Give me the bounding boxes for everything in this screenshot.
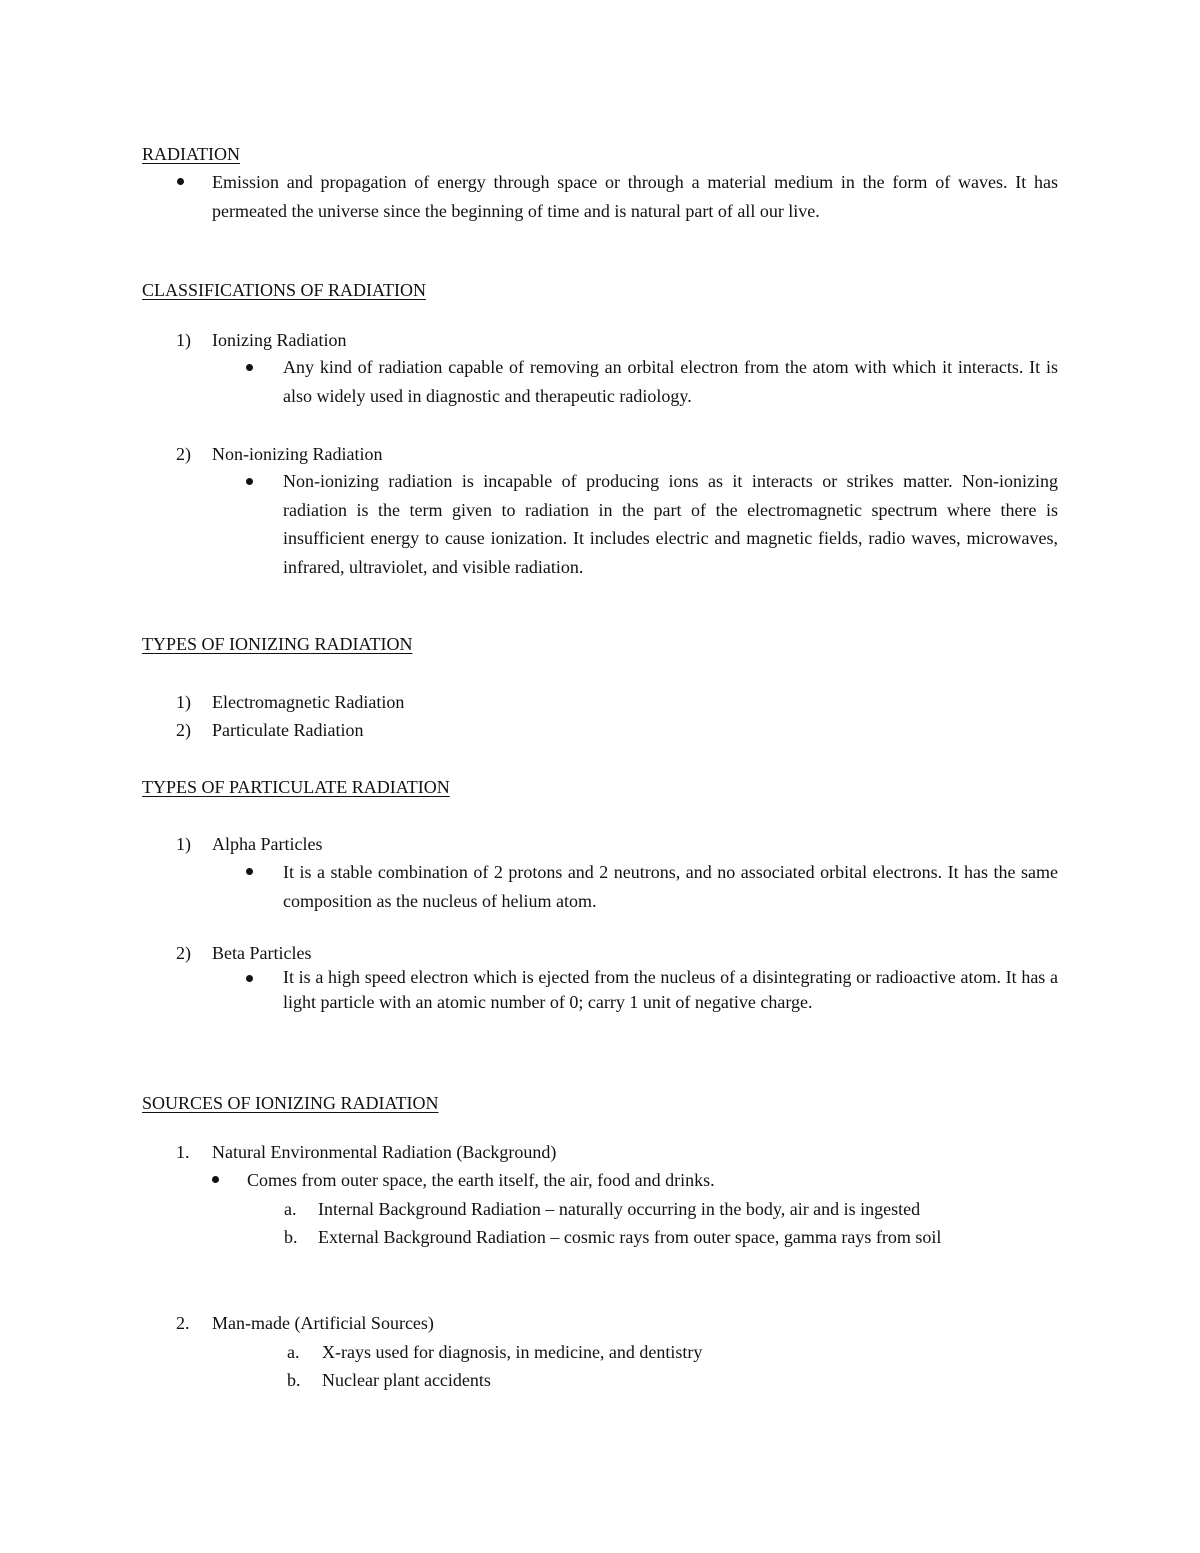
bullet-icon	[246, 975, 253, 982]
list-number: 1)	[176, 834, 191, 854]
classification-desc-ionizing: Any kind of radiation capable of removing an orbital electron from the atom with which it interacts. It is also widely used in diagnostic and therapeutic radiology.	[283, 357, 1058, 406]
list-number: 1)	[176, 692, 191, 712]
list-number: 1.	[176, 1142, 190, 1162]
radiation-definition: Emission and propagation of energy through space or through a material medium in the form of waves. It has permeated the universe since the beginning of time and is natural part of all our live.	[212, 172, 1058, 221]
source-desc-natural: Comes from outer space, the earth itself, the air, food and drinks.	[247, 1170, 715, 1190]
sub-letter: a.	[284, 1199, 297, 1219]
heading-classifications: CLASSIFICATIONS OF RADIATION	[142, 280, 427, 300]
source-sub-internal: Internal Background Radiation – naturally occurring in the body, air and is ingested	[318, 1199, 921, 1219]
particle-desc-alpha: It is a stable combination of 2 protons and 2 neutrons, and no associated orbital electrons. It has the same composition as the nucleus of helium atom.	[283, 862, 1058, 911]
classification-title-ionizing: Ionizing Radiation	[212, 330, 347, 350]
list-number: 2.	[176, 1313, 190, 1333]
list-number: 2)	[176, 720, 191, 740]
source-title-natural: Natural Environmental Radiation (Background)	[212, 1142, 557, 1162]
heading-radiation: RADIATION	[142, 144, 240, 164]
heading-sources: SOURCES OF IONIZING RADIATION	[142, 1093, 439, 1113]
bullet-icon	[246, 364, 253, 371]
bullet-icon	[246, 868, 253, 875]
list-number: 2)	[176, 444, 191, 464]
heading-types-particulate: TYPES OF PARTICULATE RADIATION	[142, 777, 450, 797]
source-sub-external: External Background Radiation – cosmic rays from outer space, gamma rays from soil	[318, 1227, 942, 1247]
sub-letter: a.	[287, 1342, 300, 1362]
classification-desc-non-ionizing: Non-ionizing radiation is incapable of producing ions as it interacts or strikes matter. Non-ionizing radiation is the term given to radiation in the part of the electromagnetic spectrum where there is insufficient energy to cause ionization. It includes electric and magnetic fields, radio waves, microwaves, infrared, ultraviolet, and visible radiation.	[283, 471, 1058, 577]
type-item-particulate: Particulate Radiation	[212, 720, 364, 740]
type-item-electromagnetic: Electromagnetic Radiation	[212, 692, 405, 712]
source-title-manmade: Man-made (Artificial Sources)	[212, 1313, 434, 1333]
classification-title-non-ionizing: Non-ionizing Radiation	[212, 444, 383, 464]
bullet-icon	[246, 478, 253, 485]
particle-title-beta: Beta Particles	[212, 943, 312, 963]
source-sub-nuclear: Nuclear plant accidents	[322, 1370, 491, 1390]
particle-title-alpha: Alpha Particles	[212, 834, 323, 854]
sub-letter: b.	[287, 1370, 301, 1390]
bullet-icon	[177, 178, 184, 185]
list-number: 2)	[176, 943, 191, 963]
source-sub-xrays: X-rays used for diagnosis, in medicine, and dentistry	[322, 1342, 703, 1362]
sub-letter: b.	[284, 1227, 298, 1247]
list-number: 1)	[176, 330, 191, 350]
heading-types-ionizing: TYPES OF IONIZING RADIATION	[142, 634, 413, 654]
particle-desc-beta: It is a high speed electron which is ejected from the nucleus of a disintegrating or radioactive atom. It has a light particle with an atomic number of 0; carry 1 unit of negative charge.	[283, 967, 1058, 1012]
bullet-icon	[212, 1176, 219, 1183]
